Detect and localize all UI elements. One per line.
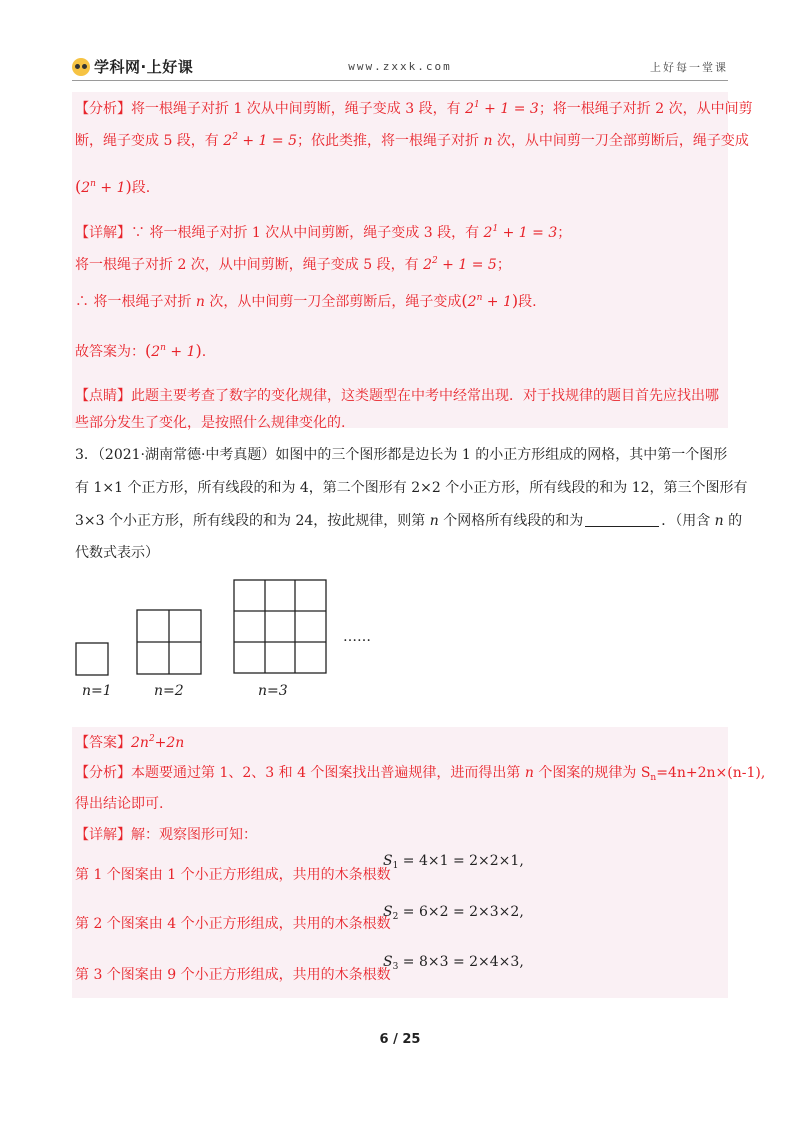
page-number: 6 / 25	[379, 1032, 421, 1047]
detail2-line-1: 【详解】解：观察图形可知：	[75, 827, 257, 843]
detail-line-4: 故答案为：$(2^n + 1)$.	[75, 341, 207, 360]
analysis-line-2: 断，绳子变成 5 段，有 $2^2 + 1 = 5$；依此类推，将一根绳子对折 n 次，从中间剪一刀全部剪断后，绳子变成	[75, 132, 749, 149]
header-slogan: 上好每一堂课	[650, 61, 728, 74]
grid-n2	[137, 610, 201, 674]
analysis-line-3: $(2^n + 1)$段.	[75, 177, 151, 196]
comment-line-2: 些部分发生了变化，是按照什么规律变化的.	[75, 415, 346, 431]
label-n1: n=1	[82, 683, 112, 699]
comment-line-1: 【点睛】此题主要考查了数字的变化规律，这类题型在中考中经常出现．对于找规律的题目首先应找出哪	[75, 388, 719, 404]
figure-ellipsis: ……	[343, 629, 371, 645]
label-n3: n=3	[258, 683, 288, 699]
question-line-3: 3×3 个小正方形，所有线段的和为 24，按此规律，则第 n 个网格所有线段的和为 ．（用含 n 的	[75, 513, 743, 529]
detail2-row-1: 第 1 个图案由 1 个小正方形组成，共用的木条根数	[75, 867, 391, 883]
detail2-row-3: 第 3 个图案由 9 个小正方形组成，共用的木条根数	[75, 967, 391, 983]
formula-s2: $S_2 = 6\times 2 = 2\times 3\times 2$,	[383, 904, 524, 922]
question-line-2: 有 1×1 个正方形，所有线段的和为 4，第二个图形有 2×2 个小正方形，所有线段的和为 12，第三个图形有	[75, 480, 748, 496]
formula-s3: $S_3 = 8\times 3 = 2\times 4\times 3$,	[383, 954, 524, 972]
question-line-4: 代数式表示）	[75, 545, 159, 561]
analysis2-line-1: 【分析】本题要通过第 1、2、3 和 4 个图案找出普遍规律，进而得出第 n 个图案的规律为 $S_n=4n+2n\times(n-1)$,	[75, 765, 766, 783]
formula-s1: $S_1 = 4\times 1 = 2\times 2\times 1$,	[383, 853, 524, 871]
grid-n1	[76, 643, 108, 675]
header-divider	[72, 80, 728, 81]
detail-line-1: 【详解】∵ 将一根绳子对折 1 次从中间剪断，绳子变成 3 段，有 $2^1 + 1 = 3$；	[75, 224, 572, 241]
detail-line-3: ∴ 将一根绳子对折 n 次，从中间剪一刀全部剪断后，绳子变成$(2^n + 1)$段.	[75, 291, 537, 310]
detail-line-2: 将一根绳子对折 2 次，从中间剪断，绳子变成 5 段，有 $2^2 + 1 = 5$；	[75, 256, 511, 273]
site-url: www.zxxk.com	[348, 60, 452, 73]
label-n2: n=2	[154, 683, 184, 699]
grid-n3	[234, 580, 326, 673]
page-header	[72, 54, 728, 78]
answer-line: 【答案】$2n^2+2n$	[75, 734, 185, 751]
analysis-line-1: 【分析】将一根绳子对折 1 次从中间剪断，绳子变成 3 段，有 $2^1 + 1 = 3$；将一根绳子对折 2 次，从中间剪	[75, 100, 753, 117]
detail2-row-2: 第 2 个图案由 4 个小正方形组成，共用的木条根数	[75, 916, 391, 932]
question-line-1: 3．（2021·湖南常德·中考真题）如图中的三个图形都是边长为 1 的小正方形组成的网格，其中第一个图形	[75, 447, 728, 463]
analysis2-line-2: 得出结论即可.	[75, 796, 164, 812]
answer-blank	[585, 512, 659, 527]
logo-text: 学科网·上好课	[94, 58, 194, 76]
